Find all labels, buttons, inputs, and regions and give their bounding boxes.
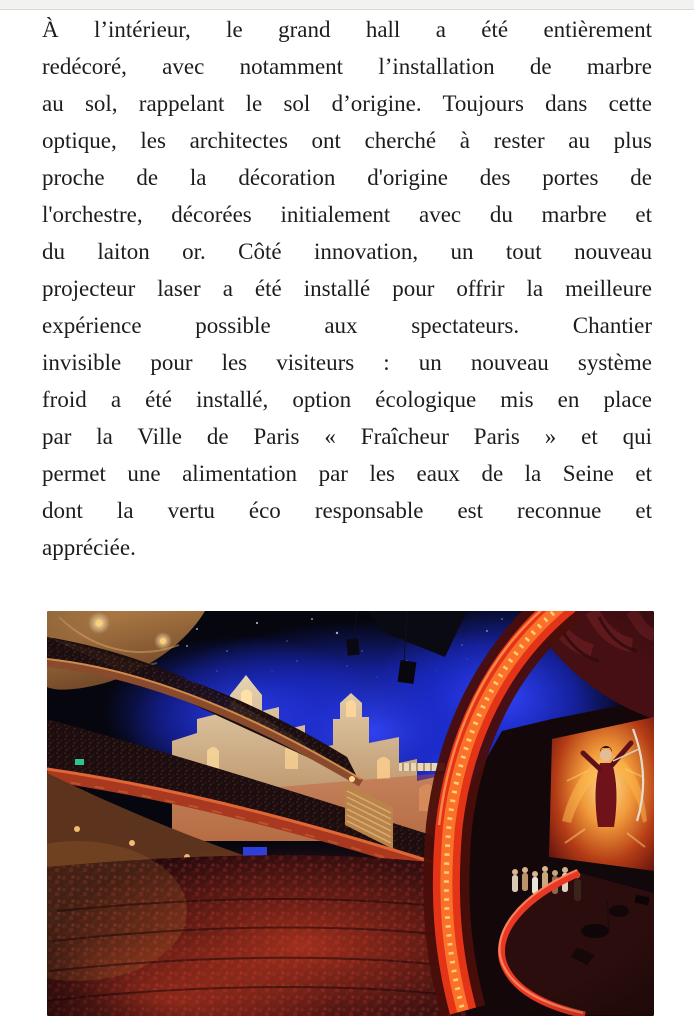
paragraph-line: redécoré, avec notamment l’installation de marbre	[42, 54, 652, 79]
theater-photo-canvas	[47, 611, 654, 1016]
paragraph-line: optique, les architectes ont cherché à rester au plus	[42, 128, 652, 153]
paragraph-line: l'orchestre, décorées initialement avec du marbre et	[42, 202, 652, 227]
paragraph-line: À l’intérieur, le grand hall a été entièrement	[42, 17, 652, 42]
paragraph-line: dont la vertu éco responsable est reconnue et	[42, 498, 652, 523]
paragraph-line: invisible pour les visiteurs : un nouveau système	[42, 350, 652, 375]
paragraph-line: permet une alimentation par les eaux de la Seine et	[42, 461, 652, 486]
photo-vignette	[47, 611, 654, 1016]
paragraph-line: projecteur laser a été installé pour offrir la meilleure	[42, 276, 652, 301]
paragraph-line: froid a été installé, option écologique mis en place	[42, 387, 652, 412]
paragraph-line: au sol, rappelant le sol d’origine. Toujours dans cette	[42, 91, 652, 116]
paragraph-line: du laiton or. Côté innovation, un tout nouveau	[42, 239, 652, 264]
paragraph-line: proche de la décoration d'origine des portes de	[42, 165, 652, 190]
theater-photo	[47, 611, 654, 1016]
article-paragraph	[42, 11, 652, 566]
paragraph-line: par la Ville de Paris « Fraîcheur Paris » et qui	[42, 424, 652, 449]
paragraph-line: expérience possible aux spectateurs. Chantier	[42, 313, 652, 338]
paragraph-line: appréciée.	[42, 535, 136, 560]
